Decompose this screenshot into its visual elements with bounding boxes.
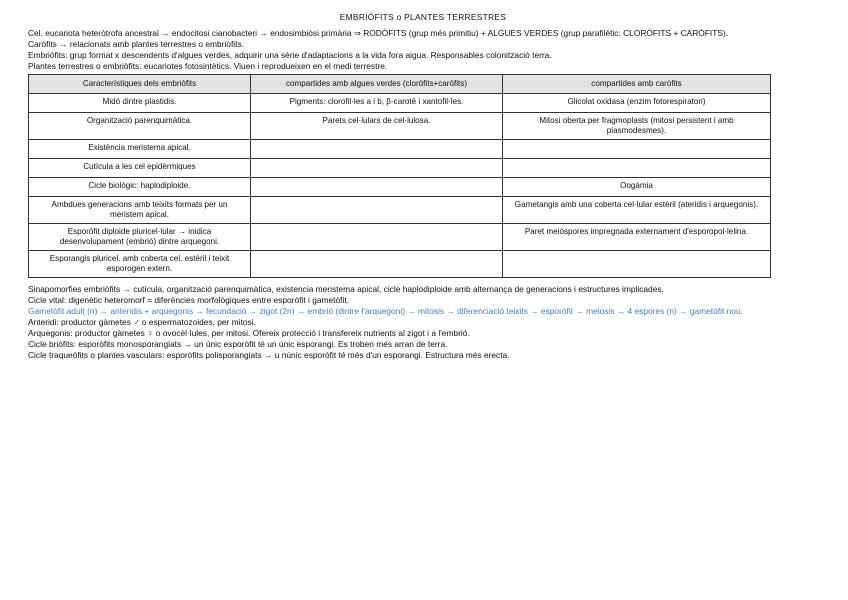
notes-line: Sinapomorfies embriòfits → cutícula, organització parenquimàtica, existencia meristema apical, cicle haplodiploide amb alternança de generacions i estructures implicades. [28,284,664,294]
header-characteristics: Característiques dels embriòfits [29,75,251,94]
table-cell [251,178,503,197]
table-cell: Midó dintre plastidis. [29,94,251,113]
table-cell: Oogàmia [503,178,771,197]
table-cell [251,251,503,278]
table-cell: Gametangis amb una coberta cel·lular estèril (ateridis i arquegonis). [503,197,771,224]
table-row [29,113,771,140]
table-row [29,251,771,278]
notes-line: Anteridi: productor gàmetes ♂ o espermatozoides, per mitosi. [28,317,256,327]
intro-line: Cel. eucariota heteròtrofa ancestral → endocitosi cianobacteri → endosimbiòsi primària ⇒ RODÒFITS (grup més primitiu) + ALGUES VERDES (grup parafilètic: CLORÒFITS + CARÒFITS). [28,28,729,38]
table-cell: Ambdues generacions amb teixits formats per un meristem apical. [29,197,251,224]
header-shared-green-algae: compartides amb algues verdes (cloròfits+caròfits) [251,75,503,94]
table-cell: Parets cel·lulars de cel·lulosa. [251,113,503,140]
notes-line: Cicle vital: digenètic heteromorf = diferències morfològiques entre esporòfit i gametòfit. [28,295,349,305]
table-row [29,159,771,178]
table-cell [251,159,503,178]
table-cell [251,224,503,251]
table-cell: Esporangis pluricel. amb coberta cel. estèril i teixit esporogen extern. [29,251,251,278]
table-row [29,94,771,113]
table-cell [251,197,503,224]
table-cell: Existència meristema apical. [29,140,251,159]
notes-line: Cicle briòfits: esporòfits monosporangiats → un únic esporòfit té un únic esporangi. Es troben més arran de terra. [28,339,448,349]
notes-line: Cicle traqueòfits o plantes vasculars: esporòfits polisporangiats → u núnic esporòfit té més d'un esporangi. Estructura més erecta. [28,350,510,360]
intro-line: Embriòfits: grup format x descendents d'algues verdes, adquirir una sèrie d'adaptacions a la vida fora aigua. Responsables colonització terra. [28,50,552,60]
table-cell: Mitosi oberta per fragmoplasts (mitosi persistent i amb plasmodesmes). [503,113,771,140]
life-cycle-line: Gametòfit adult (n) → anteridis + arquegonis → fecundació → zigot (2n) → embrió (dintre l'arquegoni) → mitosis → diferenciació teixits → esporòfit → meiosis → 4 espores (n) → gametòfit nou. [28,306,743,316]
table-cell: Cicle biològic: haplodiploide. [29,178,251,197]
table-header-row [29,75,771,94]
table-cell [503,251,771,278]
table-cell: Paret meiòspores impregnada externament d'esporopol·lelina. [503,224,771,251]
table-cell: Cutícula a les cel epidèrmiques [29,159,251,178]
table-cell: Pigments: clorofil·les a i b, β-carotè i xantofil·les. [251,94,503,113]
table-row [29,197,771,224]
document-title: EMBRIÒFITS o PLANTES TERRESTRES [339,12,507,22]
intro-line: Plantes terrestres o embriòfits: eucariotes fotosintètics. Viuen i reprodueixen en el medi terrestre. [28,61,388,71]
table-cell [251,140,503,159]
characteristics-table [28,74,771,278]
intro-line: Caròfits → relacionats amb plantes terrestres o embriòfits. [28,39,244,49]
table-cell: Esporòfit diploide pluricel·lular → inidica desenvolupament (embrió) dintre arquegoni. [29,224,251,251]
table-cell [503,140,771,159]
header-shared-charophytes: compartides amb caròfits [503,75,771,94]
notes-line: Arquegonis: productor gàmetes ♀ o ovocèl·lules, per mitosi. Ofereix protecció i transfereix nutrients al zigot i a l'embrió. [28,328,470,338]
table-cell [503,159,771,178]
table-cell: Organització parenquimàtica. [29,113,251,140]
table-row [29,178,771,197]
table-row [29,140,771,159]
table-row [29,224,771,251]
table-cell: Glicolat oxidasa (enzim fotorespiratori) [503,94,771,113]
